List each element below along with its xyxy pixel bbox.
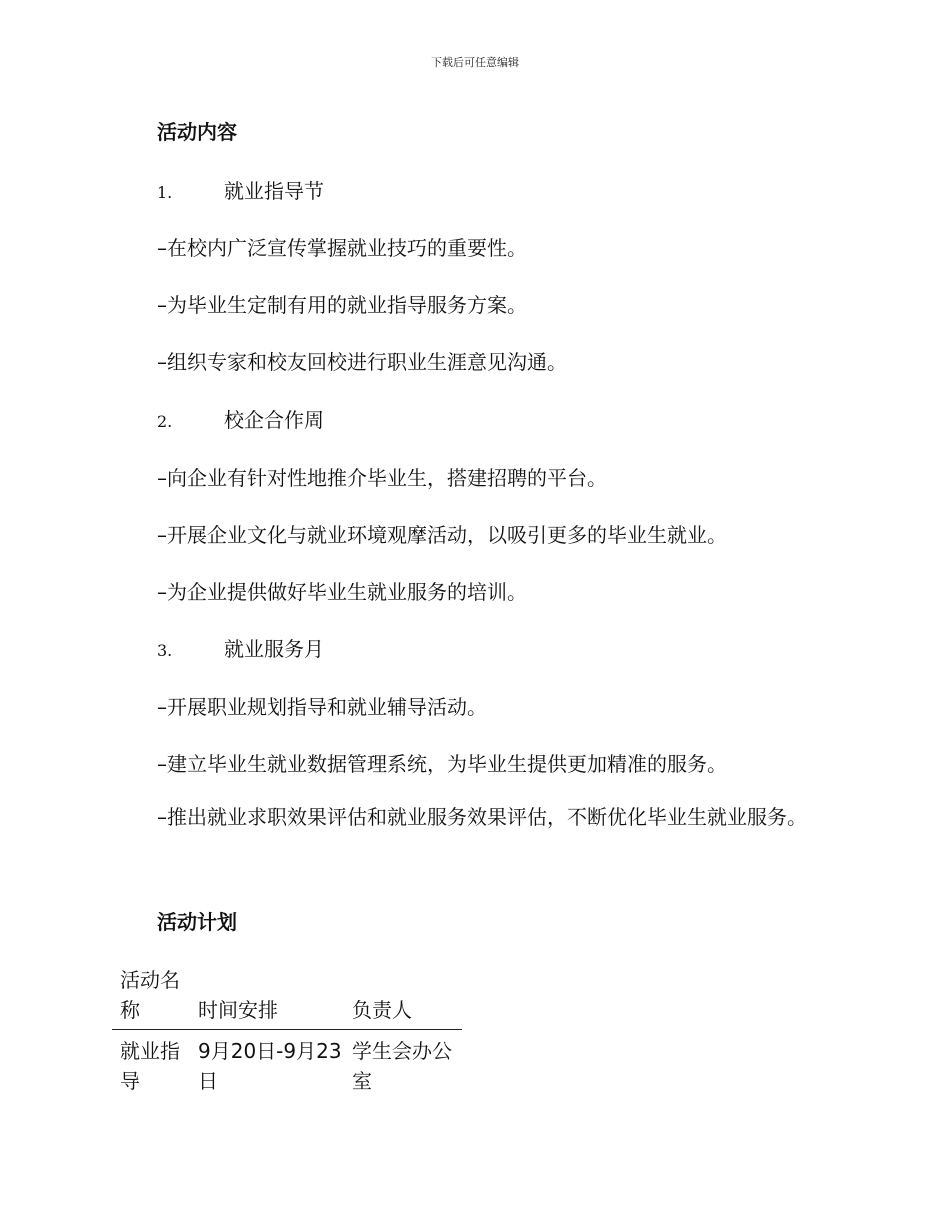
- plan-table: [112, 963, 462, 1100]
- section-1-title: [157, 175, 324, 204]
- section-1-bullet-3: –组织专家和校友回校进行职业生涯意见沟通。: [157, 350, 567, 374]
- plan-heading: 活动计划: [157, 910, 237, 934]
- plan-col-activity: 活动名称: [120, 968, 180, 1022]
- plan-col-schedule: 时间安排: [198, 998, 278, 1022]
- section-1-bullet-1: –在校内广泛宣传掌握就业技巧的重要性。: [157, 236, 527, 260]
- section-1-label: 就业指导节: [224, 179, 324, 203]
- plan-cell-owner: 学生会办公室: [352, 1039, 452, 1093]
- section-2-title: [157, 404, 324, 433]
- section-3-bullet-3: –推出就业求职效果评估和就业服务效果评估，不断优化毕业生就业服务。: [157, 805, 807, 829]
- section-2-number: 2.: [157, 412, 173, 431]
- section-1-number: 1.: [157, 183, 173, 202]
- section-2-bullet-2: –开展企业文化与就业环境观摩活动，以吸引更多的毕业生就业。: [157, 523, 727, 547]
- section-3-title: [157, 633, 324, 662]
- section-1-bullet-2: –为毕业生定制有用的就业指导服务方案。: [157, 293, 527, 317]
- section-3-number: 3.: [157, 641, 173, 660]
- plan-cell-schedule: 9月20日-9月23日: [198, 1039, 342, 1093]
- section-2-label: 校企合作周: [224, 408, 324, 432]
- section-3-label: 就业服务月: [224, 637, 324, 661]
- plan-cell-activity: 就业指导: [120, 1039, 180, 1093]
- plan-table-header-row: [112, 963, 462, 1030]
- section-2-bullet-3: –为企业提供做好毕业生就业服务的培训。: [157, 580, 527, 604]
- plan-col-owner: 负责人: [352, 998, 412, 1022]
- section-3-bullet-2: –建立毕业生就业数据管理系统，为毕业生提供更加精准的服务。: [157, 752, 727, 776]
- section-2-bullet-1: –向企业有针对性地推介毕业生，搭建招聘的平台。: [157, 466, 607, 490]
- content-heading: 活动内容: [157, 120, 237, 144]
- table-row: [112, 1030, 462, 1101]
- page-header-note: 下载后可任意编辑: [431, 56, 519, 69]
- section-3-bullet-1: –开展职业规划指导和就业辅导活动。: [157, 695, 487, 719]
